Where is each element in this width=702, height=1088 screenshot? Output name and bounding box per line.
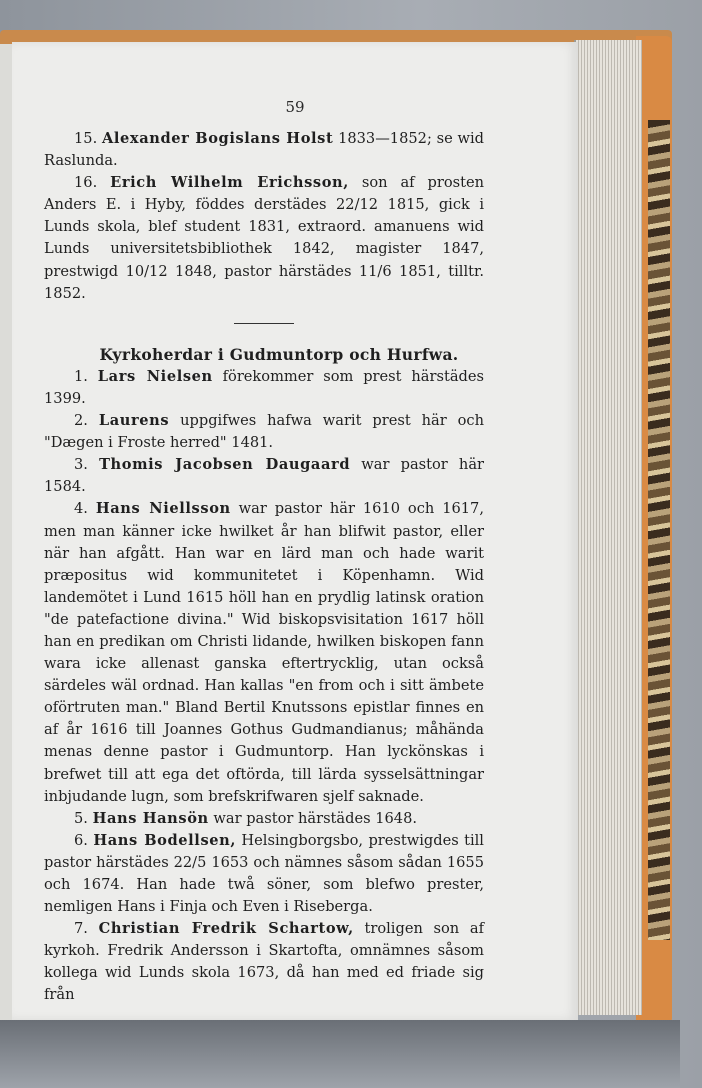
book-page: [12, 42, 578, 1020]
item-name: Christian Fredrik Schartow,: [98, 920, 354, 938]
entry-number: 15.: [74, 130, 102, 147]
item-text: war pastor här 1584.: [44, 456, 484, 496]
item-text: war pastor här 1610 och 1617, men man känner icke hwilket år han blifwit pastor, eller när han afgått. Han war en lärd man och hade warit præpositus wid kommunitetet i Köpenhamn. Wid landemötet i Lund 1615 höll han en prydlig latinsk oration "de patefactione divina." Wid biskopsvisitation 1617 höll han en predikan om Christi lidande, hwilken biskopen fann wara icke allenast ganska eftertrycklig, utan också särdeles wäl ordnad. Han kallas "en from och i sitt ämbete oförtruten man." Bland Bertil Knutssons epistlar finnes en af år 1616 till Joannes Gothus Gudmandianus; måhända menas denne pastor i Gudmuntorp. Han lyckönskas i brefwet till att ega det oftörda, till lärda sysselsättningar inbjudande lugn, som brefskrifwaren sjelf saknade.: [44, 500, 484, 805]
page-text: [44, 128, 484, 1007]
item-name: Laurens: [98, 412, 170, 430]
scan-bottom-shadow: [0, 1020, 680, 1088]
entry-name: Alexander Bogislans Holst: [101, 130, 334, 147]
item-text: war pastor härstädes 1648.: [208, 809, 418, 827]
item-number: 1.: [74, 367, 98, 385]
item-number: 2.: [74, 412, 99, 430]
item-text: uppgifwes hafwa warit prest här och "Dægen i Froste herred" 1481.: [44, 412, 484, 452]
item-number: 4.: [74, 500, 96, 518]
item-number: 5.: [74, 809, 93, 827]
item-text: Helsingborgsbo, prestwigdes till pastor härstädes 22/5 1653 och nämnes såsom sådan 1655 och 1674. Han hade twå söner, som blefwo prester, nemligen Hans i Finja och Even i Riseberga.: [44, 831, 484, 916]
entry-text: 1833—1852; se wid Raslunda.: [44, 130, 484, 170]
item-name: Hans Bodellsen,: [93, 831, 237, 849]
item-name: Thomis Jacobsen Daugaard: [99, 456, 351, 474]
item-1: [44, 366, 484, 410]
entry-name: Erich Wilhelm Erichsson,: [110, 174, 349, 192]
page-number: 59: [285, 98, 305, 116]
item-6: [44, 830, 484, 918]
section-divider: [234, 323, 294, 324]
item-2: [44, 410, 484, 454]
item-text: troligen son af kyrkoh. Fredrik Andersson i Skartofta, omnämnes såsom kollega wid Lunds skola 1673, då han med ed friade sig från: [44, 920, 484, 1004]
item-3: [44, 454, 484, 498]
entry-15: [44, 128, 484, 172]
item-4: [44, 498, 484, 807]
entry-text: son af prosten Anders E. i Hyby, föddes derstädes 22/12 1815, gick i Lunds skola, blef student 1831, extraord. amanuens wid Lunds universitetsbibliothek 1842, magister 1847, prestwigd 10/12 1848, pastor härstädes 11/6 1851, tilltr. 1852.: [44, 174, 484, 302]
item-name: Hans Hansön: [92, 809, 209, 827]
item-7: [44, 918, 484, 1006]
item-name: Hans Niellsson: [95, 500, 231, 518]
item-number: 6.: [74, 831, 94, 849]
item-number: 7.: [74, 920, 99, 938]
entry-16: [44, 172, 484, 305]
section-heading: Kyrkoherdar i Gudmuntorp och Hurfwa.: [99, 344, 459, 364]
page-block-edges: [574, 40, 642, 1015]
item-name: Lars Nielsen: [97, 367, 213, 385]
item-text: förekommer som prest härstädes 1399.: [44, 367, 484, 407]
item-number: 3.: [74, 456, 100, 474]
item-5: [44, 808, 484, 830]
marbled-endpaper: [648, 120, 670, 940]
entry-number: 16.: [74, 174, 111, 192]
